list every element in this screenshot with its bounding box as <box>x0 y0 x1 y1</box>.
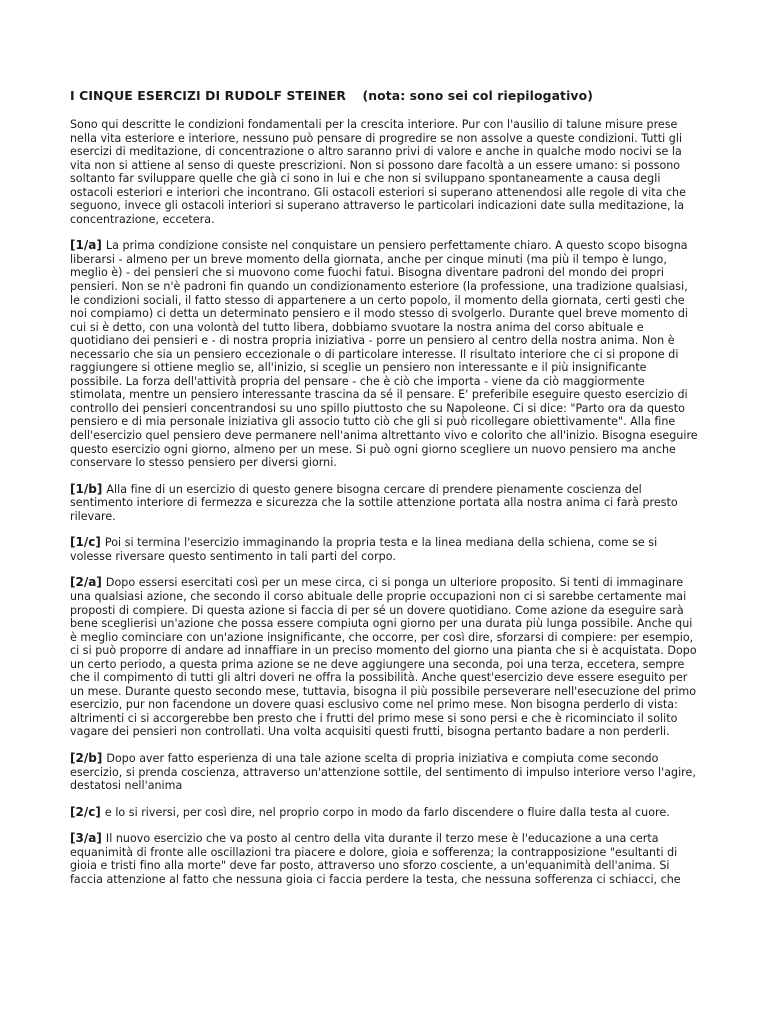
paragraph-text: e lo si riversi, per così dire, nel proprio corpo in modo da farlo discendere o fluire dalla testa al cuore. <box>104 805 670 819</box>
paragraph-text: La prima condizione consiste nel conquistare un pensiero perfettamente chiaro. A questo scopo bisogna liberarsi - almeno per un breve momento della giornata, anche per cinque minuti (ma più il tempo è lungo, meglio è) - dei pensieri che si muovono come fuochi fatui. Bisogna diventare padroni del mondo dei propri pensieri. Non se n'è padroni fin quando un condizionamento esteriore (la professione, una tradizione qualsiasi, le condizioni sociali, il fatto stesso di appartenere a un certo popolo, il momento della giornata, certi gesti che noi compiamo) ci detta un determinato pensiero e il modo stesso di svolgerlo. Durante quel breve momento di cui si è detto, con una volontà del tutto libera, dobbiamo svuotare la nostra anima del corso abituale e quotidiano dei pensieri e - di nostra propria iniziativa - porre un pensiero al centro della nostra anima. Non è necessario che sia un pensiero eccezionale o di particolare interesse. Il risultato interiore che ci si propone di raggiungere si ottiene meglio se, all'inizio, si sceglie un pensiero non interessante e il più insignificante possibile. La forza dell'attività propria del pensare - che è ciò che importa - viene da ciò maggiormente stimolata, mentre un pensiero interessante trascina da sé il pensare. E' preferibile eseguire questo esercizio di controllo dei pensieri concentrandosi su uno spillo piuttosto che su Napoleone. Ci si dice: "Parto ora da questo pensiero e di mia personale iniziativa gli associo tutto ciò che gli si può ricollegare obiettivamente". Alla fine dell'esercizio quel pensiero deve permanere nell'anima altrettanto vivo e colorito che all'inizio. Bisogna eseguire questo esercizio ogni giorno, almeno per un mese. Si può ogni giorno scegliere un nuovo pensiero ma anche conservare lo stesso pensiero per diversi giorni. <box>70 239 698 470</box>
exercise-ref: [2/b] <box>70 750 103 765</box>
exercise-paragraph-3a <box>70 832 698 886</box>
document-title: I CINQUE ESERCIZI DI RUDOLF STEINER <box>70 88 347 103</box>
paragraph-text: Il nuovo esercizio che va posto al centro della vita durante il terzo mese è l'educazione a una certa equanimità di fronte alle oscillazioni tra piacere e dolore, gioia e sofferenza; la contrapposizione "esultanti di gioia e tristi fino alla morte" deve far posto, attraverso uno sforzo cosciente, a un'equanimità dell'anima. Si faccia attenzione al fatto che nessuna gioia ci faccia perdere la testa, che nessuna sofferenza ci schiacci, che <box>70 832 681 886</box>
exercise-ref: [2/a] <box>70 575 102 590</box>
exercise-paragraph-1c <box>70 536 698 563</box>
exercise-paragraph-2b <box>70 752 698 793</box>
exercise-paragraph-2a <box>70 576 698 739</box>
paragraph-text: Poi si termina l'esercizio immaginando la propria testa e la linea mediana della schiena, come se si volesse riversare questo sentimento in tali parti del corpo. <box>70 536 658 563</box>
paragraph-text: Dopo essersi esercitati così per un mese circa, ci si ponga un ulteriore proposito. Si tenti di immaginare una qualsiasi azione, che secondo il corso abituale delle proprie occupazioni non ci si sarebbe certamente mai proposti di compiere. Di questa azione si faccia di per sé un dovere quotidiano. Come azione da eseguire sarà bene sceglierisi un'azione che possa essere compiuta ogni giorno per una durata più lunga possibile. Anche qui è meglio cominciare con un'azione insignificante, che occorre, per così dire, sforzarsi di compiere: per esempio, ci si può proporre di andare ad innaffiare in un preciso momento del giorno una pianta che si è acquistata. Dopo un certo periodo, a questa prima azione se ne deve aggiungere una seconda, poi una terza, eccetera, sempre che il compimento di tutti gli altri doveri ne offra la possibilità. Anche quest'esercizio deve essere eseguito per un mese. Durante questo secondo mese, tuttavia, bisogna il più possibile perseverare nell'esecuzione del primo esercizio, pur non facendone un dovere quasi esclusivo come nel primo mese. Non bisogna perderlo di vista: altrimenti ci si accorgerebbe ben presto che i frutti del primo mese si sono persi e che è ricominciato il solito vagare dei pensieri non controllati. Una volta acquisiti questi frutti, bisogna pertanto badare a non perderli. <box>70 576 697 739</box>
exercise-paragraph-1b <box>70 483 698 524</box>
exercise-ref: [3/a] <box>70 831 102 846</box>
document-title-note: (nota: sono sei col riepilogativo) <box>362 88 593 103</box>
exercise-ref: [1/b] <box>70 481 103 496</box>
exercise-ref: [2/c] <box>70 804 101 819</box>
exercise-ref: [1/c] <box>70 535 101 550</box>
paragraph-text: Dopo aver fatto esperienza di una tale azione scelta di propria iniziativa e compiuta come secondo esercizio, si prenda coscienza, attraverso un'attenzione sottile, del sentimento di impulso interiore verso l'agire, destatosi nell'anima <box>70 751 696 793</box>
paragraph-text: Alla fine di un esercizio di questo genere bisogna cercare di prendere pienamente coscienza del sentimento interiore di fermezza e sicurezza che la sottile attenzione portata alla nostra anima ci farà presto rilevare. <box>70 482 678 523</box>
paragraph-text: Sono qui descritte le condizioni fondamentali per la crescita interiore. Pur con l'ausilio di talune misure prese nella vita esteriore e interiore, nessuno può pensare di progredire se non assolve a queste condizioni. Tutti gli esercizi di meditazione, di concentrazione o altro saranno privi di valore e anche in qualche modo nocivi se la vita non si attiene al senso di queste prescrizioni. Non si possono dare facoltà a un essere umano: si possono soltanto far sviluppare quelle che già ci sono in lui e che non si sviluppano spontaneamente a causa degli ostacoli esteriori e interiori che incontrano. Gli ostacoli esteriori si superano attenendosi alle regole di vita che seguono, invece gli ostacoli interiori si superano attraverso le particolari indicazioni date sulla meditazione, la concentrazione, eccetera. <box>70 118 686 226</box>
exercise-ref: [1/a] <box>70 238 102 253</box>
document-page <box>70 88 698 899</box>
exercise-paragraph-2c <box>70 806 698 820</box>
exercise-paragraph-1a <box>70 239 698 469</box>
intro-paragraph <box>70 118 698 226</box>
document-title-line <box>70 88 698 104</box>
